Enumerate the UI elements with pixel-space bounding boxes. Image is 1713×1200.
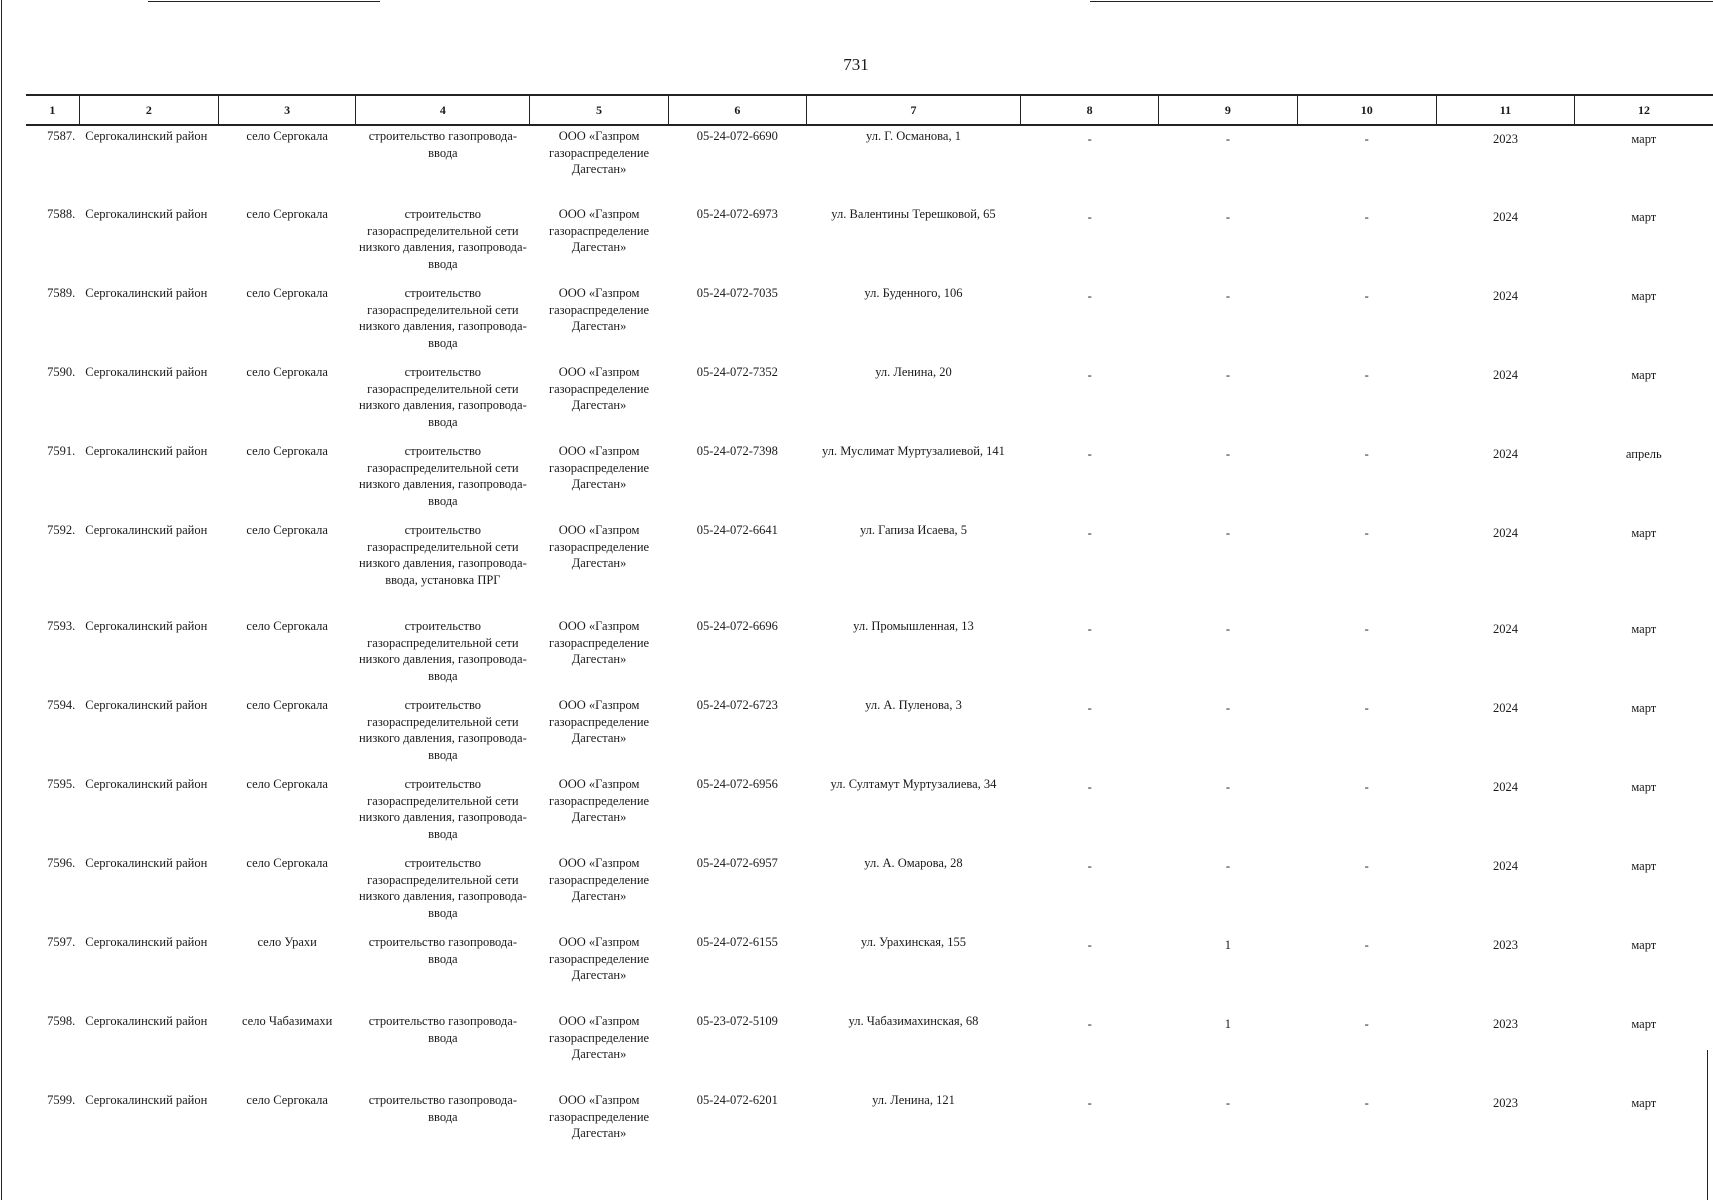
table-row [26,774,1713,853]
cell-col-9-value: - [1225,780,1230,794]
cell-settlement: село Сергокала [246,207,328,221]
cell-row-number: 7589. [47,286,76,300]
cell-organization: ООО «Газпром газораспределение Дагестан» [549,698,650,745]
cell-application-number: 05-24-072-6956 [696,777,778,791]
cell-district: Сергокалинский район [85,523,208,537]
cell-district: Сергокалинский район [85,619,208,633]
cell-month: март [1631,859,1657,873]
cell-col-9-value: - [1225,447,1230,461]
cell-col-10-value: - [1364,368,1369,382]
cell-work-type: строительство газопровода-ввода [368,935,517,966]
cell-settlement: село Сергокала [246,523,328,537]
cell-col-10-value: - [1364,289,1369,303]
cell-row-number: 7590. [47,365,76,379]
cell-organization: ООО «Газпром газораспределение Дагестан» [549,856,650,903]
cell-address: ул. Чабазимахинская, 68 [848,1014,979,1028]
cell-col-8-value: - [1087,210,1092,224]
cell-col-10-value: - [1364,622,1369,636]
column-header-5: 5 [530,95,668,125]
cell-address: ул. Гапиза Исаева, 5 [859,523,968,537]
table-row [26,283,1713,362]
cell-col-10-value: - [1364,1096,1369,1110]
cell-col-10-value: - [1364,780,1369,794]
cell-month: март [1631,622,1657,636]
table-header-row [26,95,1713,125]
cell-organization: ООО «Газпром газораспределение Дагестан» [549,129,650,176]
data-table-container [26,94,1713,1169]
cell-row-number: 7587. [47,129,76,143]
cell-district: Сергокалинский район [85,1014,208,1028]
cell-year: 2024 [1492,447,1518,461]
cell-work-type: строительство газораспределительной сети низкого давления, газопровода-ввода [358,365,527,429]
cell-settlement: село Сергокала [246,1093,328,1107]
cell-district: Сергокалинский район [85,1093,208,1107]
cell-month: март [1631,1017,1657,1031]
cell-col-8-value: - [1087,526,1092,540]
cell-work-type: строительство газораспределительной сети низкого давления, газопровода-ввода [358,286,527,350]
cell-col-9-value: - [1225,368,1230,382]
cell-application-number: 05-24-072-7035 [696,286,778,300]
cell-work-type: строительство газораспределительной сети низкого давления, газопровода-ввода [358,619,527,683]
table-row [26,616,1713,695]
cell-col-8-value: - [1087,447,1092,461]
cell-application-number: 05-23-072-5109 [696,1014,778,1028]
cell-district: Сергокалинский район [85,856,208,870]
cell-settlement: село Сергокала [246,777,328,791]
cell-work-type: строительство газопровода-ввода [368,129,517,160]
cell-col-8-value: - [1087,1017,1092,1031]
cell-address: ул. Промышленная, 13 [853,619,974,633]
cell-application-number: 05-24-072-6201 [696,1093,778,1107]
cell-year: 2024 [1492,701,1518,715]
cell-year: 2024 [1492,526,1518,540]
cell-application-number: 05-24-072-6155 [696,935,778,949]
cell-row-number: 7588. [47,207,76,221]
cell-work-type: строительство газораспределительной сети низкого давления, газопровода-ввода [358,777,527,841]
cell-year: 2024 [1492,780,1518,794]
cell-application-number: 05-24-072-6973 [696,207,778,221]
cell-application-number: 05-24-072-7352 [696,365,778,379]
cell-settlement: село Сергокала [246,619,328,633]
cell-col-10-value: - [1364,210,1369,224]
cell-row-number: 7591. [47,444,76,458]
cell-organization: ООО «Газпром газораспределение Дагестан» [549,444,650,491]
cell-district: Сергокалинский район [85,365,208,379]
cell-settlement: село Сергокала [246,856,328,870]
cell-address: ул. Ленина, 20 [875,365,952,379]
cell-district: Сергокалинский район [85,286,208,300]
cell-col-10-value: - [1364,859,1369,873]
cell-col-10-value: - [1364,447,1369,461]
data-table [26,94,1713,1169]
cell-row-number: 7598. [47,1014,76,1028]
column-header-11: 11 [1436,95,1574,125]
cell-address: ул. Урахинская, 155 [860,935,967,949]
cell-address: ул. Валентины Терешковой, 65 [831,207,996,221]
cell-district: Сергокалинский район [85,129,208,143]
cell-address: ул. А. Омарова, 28 [864,856,963,870]
cell-year: 2024 [1492,859,1518,873]
cell-col-9-value: - [1225,210,1230,224]
cell-month: апрель [1625,447,1662,461]
cell-col-9-value: - [1225,622,1230,636]
cell-col-9-value: - [1225,859,1230,873]
cell-month: март [1631,701,1657,715]
column-header-9: 9 [1159,95,1297,125]
cell-col-9-value: - [1225,701,1230,715]
table-row [26,1011,1713,1090]
column-header-7: 7 [806,95,1020,125]
cell-col-8-value: - [1087,701,1092,715]
cell-month: март [1631,210,1657,224]
cell-col-9-value: 1 [1224,938,1232,952]
cell-application-number: 05-24-072-7398 [696,444,778,458]
column-header-4: 4 [356,95,530,125]
cell-month: март [1631,289,1657,303]
table-row [26,1090,1713,1169]
cell-address: ул. А. Пуленова, 3 [865,698,962,712]
cell-organization: ООО «Газпром газораспределение Дагестан» [549,777,650,824]
cell-col-10-value: - [1364,1017,1369,1031]
cell-col-9-value: - [1225,1096,1230,1110]
cell-col-9-value: 1 [1224,1017,1232,1031]
cell-organization: ООО «Газпром газораспределение Дагестан» [549,286,650,333]
cell-month: март [1631,368,1657,382]
cell-year: 2024 [1492,622,1518,636]
cell-district: Сергокалинский район [85,777,208,791]
cell-month: март [1631,938,1657,952]
cell-year: 2024 [1492,368,1518,382]
cell-district: Сергокалинский район [85,444,208,458]
cell-organization: ООО «Газпром газораспределение Дагестан» [549,523,650,570]
cell-application-number: 05-24-072-6957 [696,856,778,870]
cell-organization: ООО «Газпром газораспределение Дагестан» [549,207,650,254]
page-number: 731 [843,55,869,74]
cell-work-type: строительство газопровода-ввода [368,1093,517,1124]
table-row [26,441,1713,520]
cell-col-10-value: - [1364,938,1369,952]
cell-year: 2023 [1492,1096,1518,1110]
cell-address: ул. Буденного, 106 [864,286,963,300]
cell-row-number: 7596. [47,856,76,870]
cell-year: 2024 [1492,289,1518,303]
column-header-10: 10 [1297,95,1436,125]
cell-organization: ООО «Газпром газораспределение Дагестан» [549,1093,650,1140]
cell-settlement: село Сергокала [246,698,328,712]
cell-settlement: село Сергокала [246,444,328,458]
cell-col-8-value: - [1087,938,1092,952]
cell-application-number: 05-24-072-6690 [696,129,778,143]
column-header-3: 3 [219,95,356,125]
cell-month: март [1631,780,1657,794]
cell-work-type: строительство газораспределительной сети низкого давления, газопровода-ввода [358,698,527,762]
table-row [26,932,1713,1011]
cell-address: ул. Султамут Муртузалиева, 34 [830,777,997,791]
cell-work-type: строительство газораспределительной сети низкого давления, газопровода-ввода [358,444,527,508]
cell-district: Сергокалинский район [85,935,208,949]
table-body [26,125,1713,1169]
table-row [26,520,1713,616]
column-header-2: 2 [79,95,218,125]
cell-row-number: 7592. [47,523,76,537]
cell-col-8-value: - [1087,622,1092,636]
top-rule-left [148,1,380,2]
cell-application-number: 05-24-072-6696 [696,619,778,633]
table-row [26,204,1713,283]
top-rule-right [1090,1,1713,2]
cell-settlement: село Сергокала [246,129,328,143]
cell-col-8-value: - [1087,289,1092,303]
cell-col-8-value: - [1087,1096,1092,1110]
cell-col-10-value: - [1364,526,1369,540]
table-row [26,695,1713,774]
cell-application-number: 05-24-072-6641 [696,523,778,537]
cell-month: март [1631,1096,1657,1110]
column-header-1: 1 [26,95,79,125]
cell-settlement: село Сергокала [246,286,328,300]
cell-year: 2024 [1492,210,1518,224]
cell-col-10-value: - [1364,701,1369,715]
cell-work-type: строительство газораспределительной сети низкого давления, газопровода-ввода [358,856,527,920]
cell-address: ул. Г. Османова, 1 [866,129,961,143]
cell-year: 2023 [1492,132,1518,146]
cell-col-8-value: - [1087,368,1092,382]
cell-work-type: строительство газораспределительной сети низкого давления, газопровода-ввода [358,207,527,271]
table-row [26,125,1713,204]
cell-col-8-value: - [1087,132,1092,146]
cell-col-9-value: - [1225,132,1230,146]
cell-row-number: 7597. [47,935,76,949]
cell-address: ул. Ленина, 121 [872,1093,955,1107]
column-header-6: 6 [668,95,806,125]
cell-col-9-value: - [1225,289,1230,303]
cell-work-type: строительство газопровода-ввода [368,1014,517,1045]
cell-organization: ООО «Газпром газораспределение Дагестан» [549,1014,650,1061]
cell-organization: ООО «Газпром газораспределение Дагестан» [549,365,650,412]
cell-application-number: 05-24-072-6723 [696,698,778,712]
cell-address: ул. Муслимат Муртузалиевой, 141 [822,444,1005,458]
table-row [26,362,1713,441]
cell-row-number: 7593. [47,619,76,633]
cell-settlement: село Урахи [257,935,317,949]
cell-year: 2023 [1492,938,1518,952]
cell-settlement: село Сергокала [246,365,328,379]
cell-district: Сергокалинский район [85,698,208,712]
cell-year: 2023 [1492,1017,1518,1031]
column-header-12: 12 [1575,95,1713,125]
cell-col-10-value: - [1364,132,1369,146]
cell-settlement: село Чабазимахи [241,1014,333,1028]
column-header-8: 8 [1021,95,1159,125]
table-row [26,853,1713,932]
cell-month: март [1631,132,1657,146]
cell-col-8-value: - [1087,859,1092,873]
cell-row-number: 7594. [47,698,76,712]
cell-work-type: строительство газораспределительной сети низкого давления, газопровода-ввода, установка ПРГ [358,523,527,587]
cell-district: Сергокалинский район [85,207,208,221]
cell-row-number: 7599. [47,1093,76,1107]
page-left-border [1,0,2,1200]
cell-col-9-value: - [1225,526,1230,540]
cell-col-8-value: - [1087,780,1092,794]
cell-organization: ООО «Газпром газораспределение Дагестан» [549,935,650,982]
cell-month: март [1631,526,1657,540]
cell-organization: ООО «Газпром газораспределение Дагестан» [549,619,650,666]
cell-row-number: 7595. [47,777,76,791]
